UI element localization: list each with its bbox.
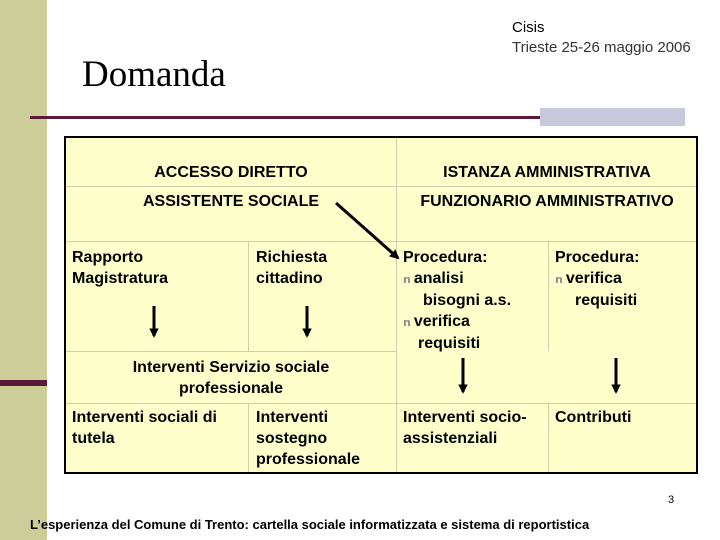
outcome-sostegno: Interventi sostegno professionale <box>256 409 361 468</box>
source-magistratura: Rapporto Magistratura <box>72 249 169 287</box>
bullet-icon: n <box>403 273 411 286</box>
outcome-tutela: Interventi sociali di tutela <box>72 409 217 447</box>
social-service-interventions: Interventi Servizio sociale professionale <box>132 359 330 397</box>
bullet-icon: n <box>403 316 411 329</box>
header-date: Trieste 25-26 maggio 2006 <box>512 39 691 56</box>
page-number: 3 <box>668 494 675 506</box>
procedure-analysis: Procedura: n analisi bisogni a.s. n verifica requisiti <box>403 249 512 352</box>
procedure-verification: Procedura: n verifica requisiti <box>555 249 640 309</box>
outcome-contributi: Contributi <box>555 409 632 426</box>
diagonal-arrow <box>336 203 398 258</box>
footer-text: L’esperienza del Comune di Trento: cartella sociale informatizzata e sistema di reportistica <box>30 517 590 532</box>
slide-title: Domanda <box>82 54 226 95</box>
social-worker-label: ASSISTENTE SOCIALE <box>142 193 320 210</box>
outcome-socio-assistenziali: Interventi socio- assistenziali <box>403 409 527 447</box>
source-cittadino: Richiesta cittadino <box>256 249 328 287</box>
access-direct-label: ACCESSO DIRETTO <box>154 164 308 181</box>
header-organization: Cisis <box>512 19 545 36</box>
administrative-officer-label: FUNZIONARIO AMMINISTRATIVO <box>420 193 674 210</box>
administrative-request-label: ISTANZA AMMINISTRATIVA <box>443 164 651 181</box>
bullet-icon: n <box>555 273 563 286</box>
